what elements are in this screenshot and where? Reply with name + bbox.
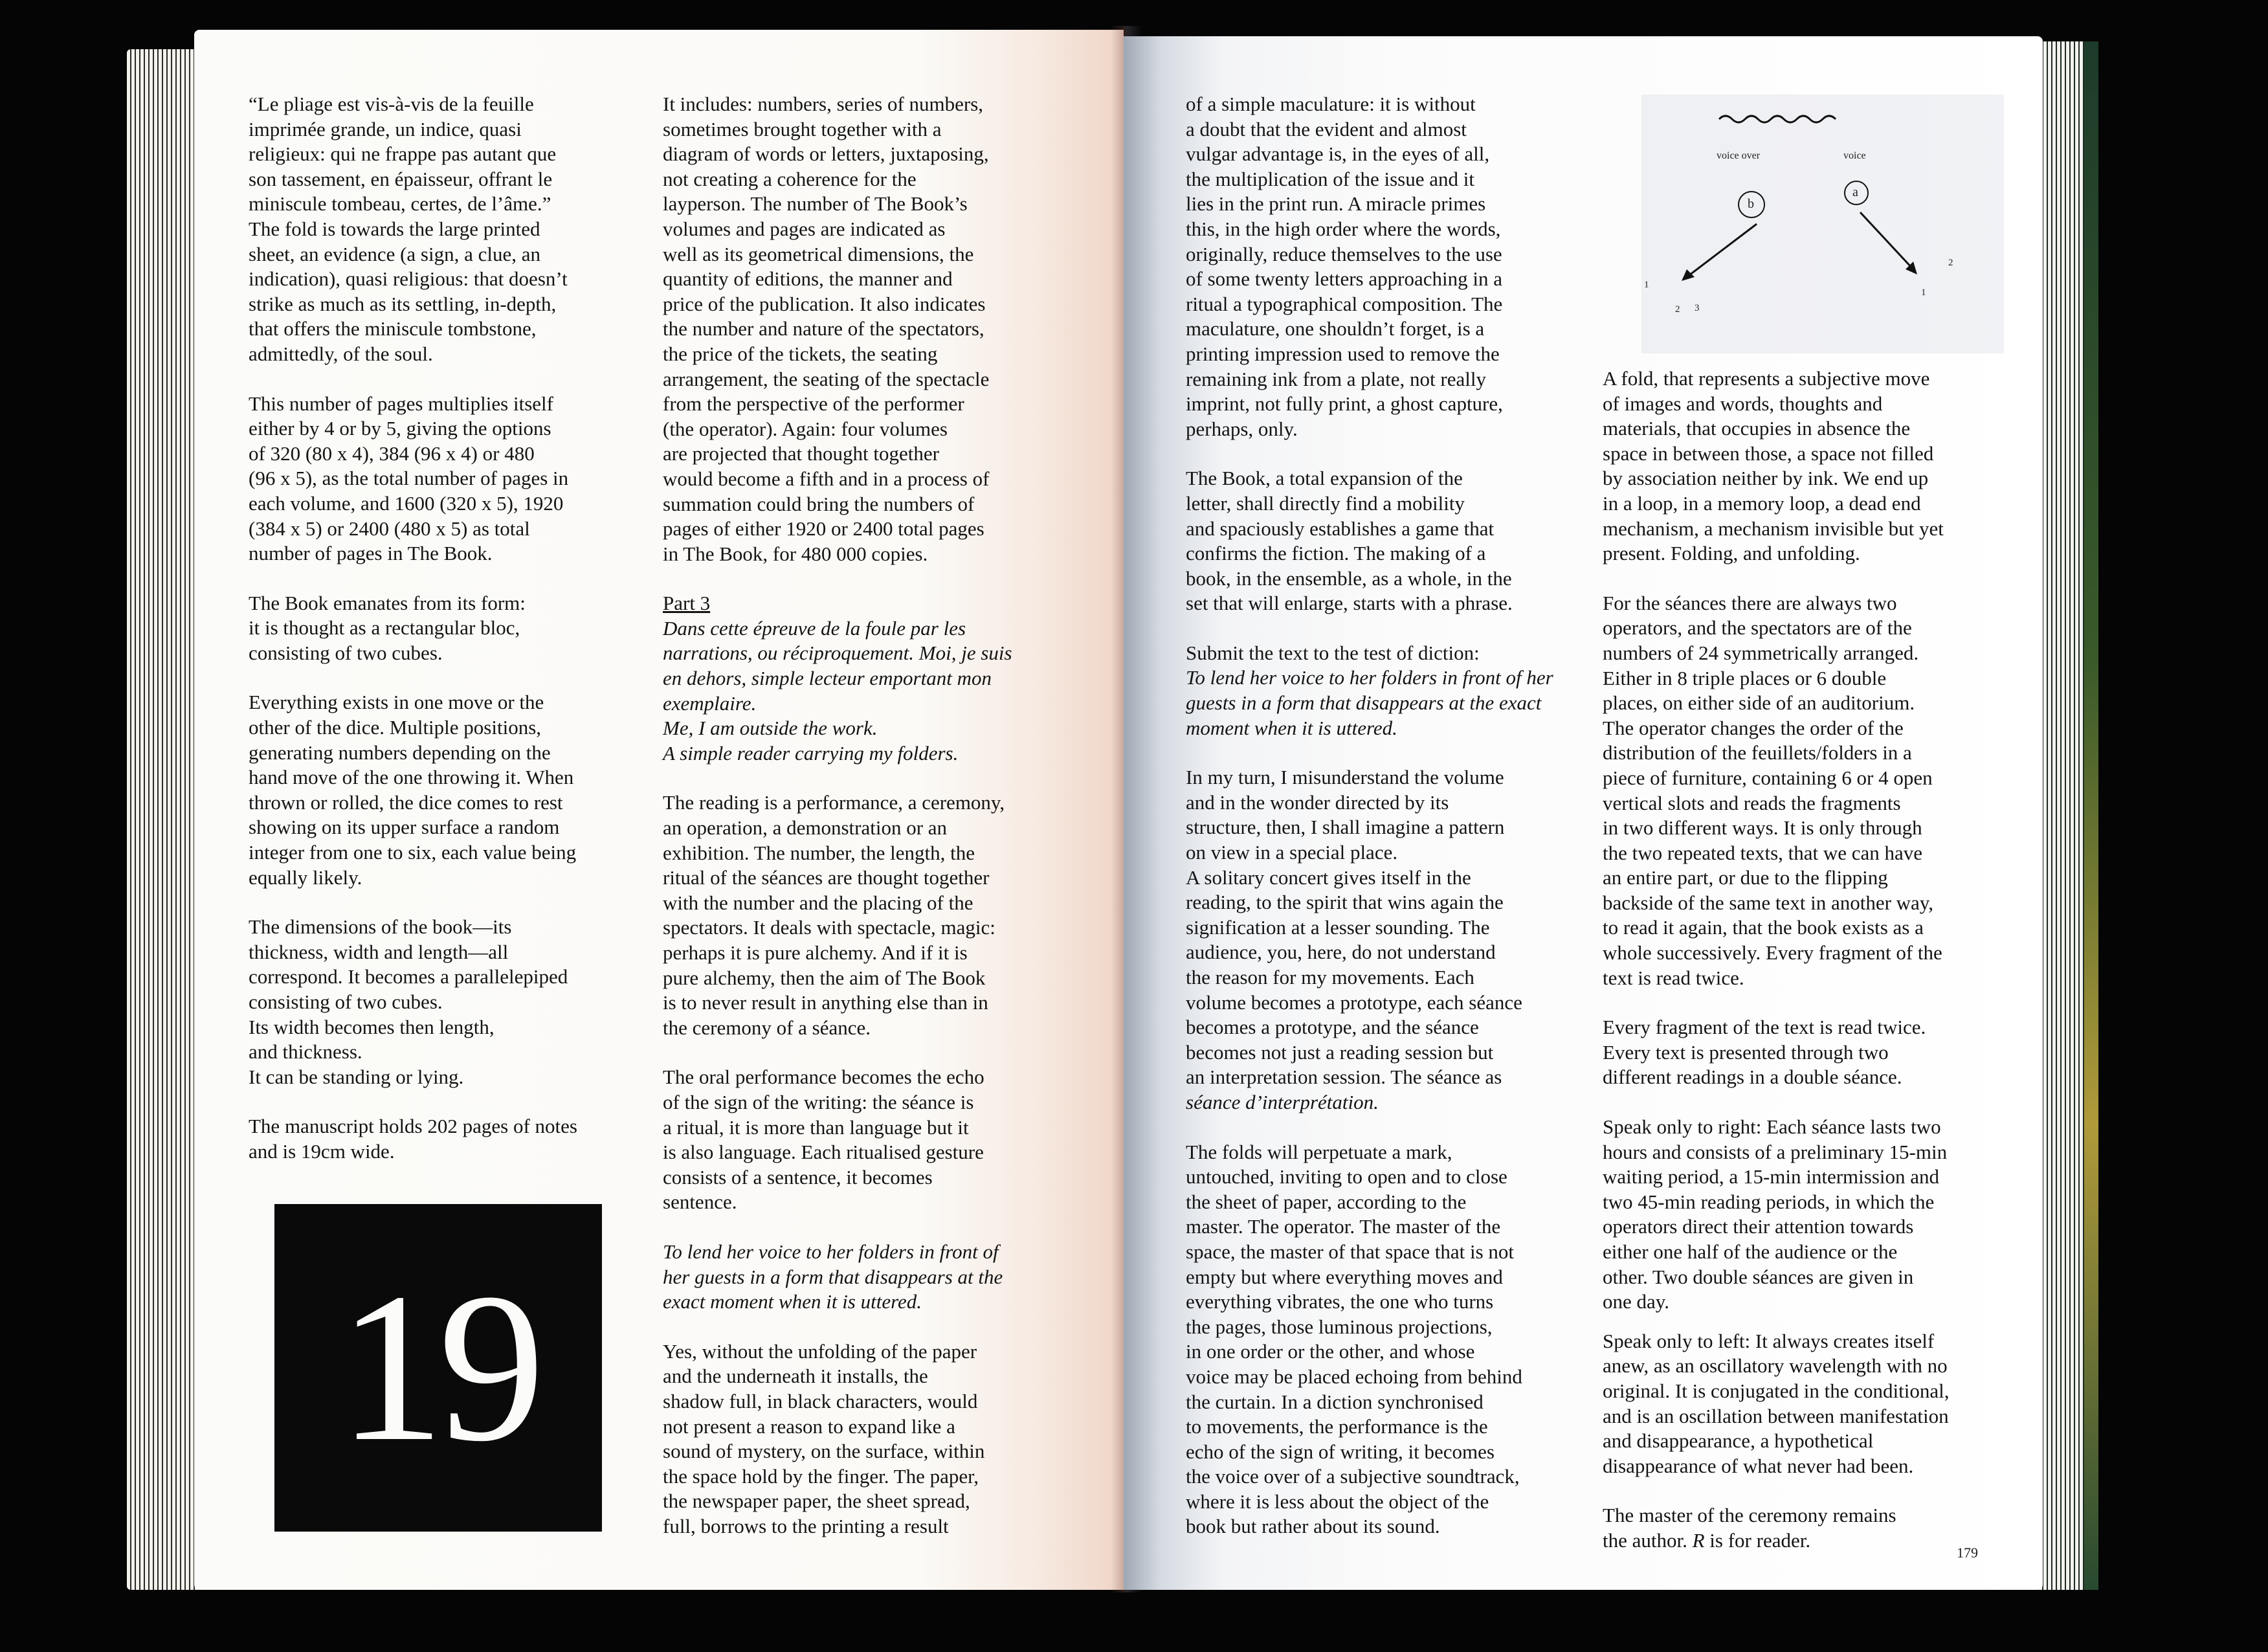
label-voice-over: voice over — [1717, 150, 1761, 161]
arrow-left-head — [1682, 269, 1695, 281]
paragraph-pages-multiply: This number of pages multiplies itself either by 4 or by 5, giving the options of 320 (80 x 4), 384 (96 x 4) or 480 (96 x 5), as the total number of pages in each volume, and 1600 (320 x 5), 1920 (384 x 5) or 2400 (480 x 5) as total number of pages in The Book. — [249, 392, 569, 565]
paragraph-quote-fold: “Le pliage est vis-à-vis de la feuille imprimée grande, un indice, quasi religieux: qui ne frappe pas autant que son tassement, en épaisseur, offrant le miniscule tombeau, certes, de l’âme.” The fold is towards the large printed sheet, an evidence (a sign, a clue, an indication), quasi religious: that doesn’t strike as much as its settling, in-depth, that offers the miniscule tombstone, admittedly, of the soul. — [249, 93, 568, 365]
paragraph-speak-right: Speak only to right: Each séance lasts two hours and consists of a preliminary 15-min waiting period, a 15-min intermission and two 45-min reading periods, in which the operators direct their attention towards either one half of the audience or the other. Two double séances are given in one day. — [1603, 1115, 1948, 1313]
paragraph-speak-left: Speak only to left: It always creates itself anew, as an oscillatory wavelength with no original. It is conjugated in the conditional, and is an oscillation between manifestation and disappearance, a hypothetical disappearance of what never had been. — [1603, 1329, 1950, 1477]
paragraph-dice: Everything exists in one move or the other of the dice. Multiple positions, generating numbers depending on the hand move of the one throwing it. When thrown or rolled, the dice comes to rest showing on its upper surface a random integer from one to six, each value being equally likely. — [249, 691, 577, 889]
right-column-2 — [1603, 366, 2017, 1578]
voice-diagram — [1603, 88, 2017, 360]
circle-b-letter: b — [1748, 197, 1754, 211]
left-number-1: 1 — [1644, 280, 1649, 290]
left-number-3: 3 — [1695, 303, 1700, 313]
paragraph-lend-voice: To lend her voice to her folders in front of her guests in a form that disappears at the exact moment when it is uttered. — [663, 1240, 1003, 1313]
right-column-1 — [1186, 92, 1574, 1564]
paragraph-fold-subjective: A fold, that represents a subjective move of images and words, thoughts and materials, that occupies in absence the space in between those, a space not filled by association neither by ink. We end up in a loop, in a memory loop, a dead end mechanism, a mechanism invisible but yet present. Folding, and unfolding. — [1603, 367, 1944, 565]
wave-line — [1719, 116, 1836, 122]
part-heading: Part 3 — [663, 592, 711, 615]
arrow-right-line — [1860, 212, 1912, 268]
right-page — [1124, 36, 2043, 1590]
paragraph-oral-performance: The oral performance becomes the echo of the sign of the writing: the séance is a ritual, it is more than language but it is also language. Each ritualised gesture consists of a sentence, it becomes sentence. — [663, 1066, 984, 1214]
left-column-2 — [663, 92, 1064, 1563]
paragraph-seances-operators: For the séances there are always two operators, and the spectators are of the numbers of 24 symmetrically arranged. Either in 8 triple places or 6 double places, on either side of an auditorium. The operator changes the order of the distribution of the feuillets/folders in a piece of furniture, containing 6 or 4 open vertical slots and reads the fragments in two different ways. It is only through the two repeated texts, that we can have an entire part, or due to the flipping backside of the same text in another way, to read it again, that the book exists as a whole successively. Every fragment of the text is read twice. — [1603, 591, 1942, 989]
right-number-2: 2 — [1948, 258, 1953, 268]
circle-a-letter: a — [1852, 185, 1858, 199]
paragraph-unfolding: Yes, without the unfolding of the paper and the underneath it installs, the shadow full, in black characters, would not present a reason to expand like a sound of mystery, on the surface, within the space hold by the finger. The paper, the newspaper paper, the sheet spread, full, borrows to the printing a result — [663, 1339, 985, 1537]
chapter-number-block — [274, 1204, 602, 1532]
paragraph-book-form: The Book emanates from its form: it is thought as a rectangular bloc, consisting of two cubes. — [249, 591, 526, 664]
label-voice: voice — [1843, 150, 1866, 161]
paragraph-reading-performance: The reading is a performance, a ceremony, an operation, a demonstration or an exhibition. The number, the length, the ritual of the séances are thought together with the number and the placing of the spectators. It deals with spectacle, magic: perhaps it is pure alchemy. And if it is pure alchemy, then the aim of The Book is to never result in anything else than in the ceremony of a séance. — [663, 791, 1005, 1039]
chapter-number: 19 — [338, 1249, 539, 1486]
paragraph-my-turn: In my turn, I misunderstand the volume and in the wonder directed by its structure, then, I shall imagine a pattern on view in a special place. A solitary concert gives itself in the reading, to the spirit that wins again the signification at a lesser sounding. The audience, you, here, do not understand the reason for my movements. Each volume becomes a prototype, each séance becomes a prototype, and the séance becomes not just a reading session but an interpretation session. The séance as séance d’interprétation. — [1186, 766, 1522, 1113]
paragraph-diction: Submit the text to the test of diction: — [1186, 641, 1480, 664]
left-column-1 — [249, 92, 637, 1189]
paragraph-dimensions: The dimensions of the book—its thickness, width and length—all correspond. It becomes a parallelepiped consisting of two cubes. Its width becomes then length, and thickness. It can be standing or lying. — [249, 915, 568, 1088]
paragraph-maculature: of a simple maculature: it is without a doubt that the evident and almost vulgar advantage is, in the eyes of all, the multiplication of the issue and it lies in the print run. A miracle primes this, in the high order where the words, originally, reduce themselves to the use of some twenty letters approaching in a ritual a typographical composition. The maculature, one shouldn’t forget, is a printing impression used to remove the remaining ink from a plate, not really imprint, not fully print, a ghost capture, perhaps, only. — [1186, 93, 1503, 440]
part-epigraph: Dans cette épreuve de la foule par les narrations, ou réciproquement. Moi, je suis en dehors, simple lecteur emportant mon exemplaire. Me, I am outside the work. A simple reader carrying my folders. — [663, 616, 1012, 765]
paragraph-manuscript: The manuscript holds 202 pages of notes and is 19cm wide. — [249, 1115, 577, 1163]
paragraph-master-ceremony: The master of the ceremony remains the author. R is for reader. — [1603, 1504, 1896, 1552]
paragraph-folds: The folds will perpetuate a mark, untouched, inviting to open and to close the sheet of paper, according to the master. The operator. The master of the space, the master of that space that is not empty but where everything moves and everything vibrates, the one who turns the pages, those luminous projections, in one order or the other, and whose voice may be placed echoing from behind the curtain. In a diction synchronised to movements, the performance is the echo of the sign of writing, it becomes the voice over of a subjective soundtrack, where it is less about the object of the book but rather about its sound. — [1186, 1140, 1522, 1538]
left-number-2: 2 — [1675, 304, 1680, 315]
paragraph-read-twice: Every fragment of the text is read twice. Every text is presented through two different readings in a double séance. — [1603, 1016, 1926, 1089]
diagram-drawing — [1603, 88, 2017, 360]
left-page — [194, 30, 1124, 1590]
page-number: 179 — [1957, 1545, 1978, 1561]
left-page-stack — [127, 49, 202, 1590]
paragraph-includes: It includes: numbers, series of numbers, sometimes brought together with a diagram of words or letters, juxtaposing, not creating a coherence for the layperson. The number of The Book’s volumes and pages are indicated as well as its geometrical dimensions, the quantity of editions, the manner and price of the publication. It also indicates the number and nature of the spectators, the price of the tickets, the seating arrangement, the seating of the spectacle from the perspective of the performer (the operator). Again: four volumes are projected that thought together would become a fifth and in a process of summation could bring the numbers of pages of either 1920 or 2400 total pages in The Book, for 480 000 copies. — [663, 93, 990, 565]
paragraph-total-expansion: The Book, a total expansion of the letter, shall directly find a mobility and spaciously establishes a game that confirms the fiction. The making of a book, in the ensemble, as a whole, in the set that will enlarge, starts with a phrase. — [1186, 467, 1513, 615]
arrow-left-line — [1687, 224, 1757, 277]
paragraph-diction-italic: To lend her voice to her folders in front of her guests in a form that disappears at the exact moment when it is uttered. — [1186, 666, 1553, 739]
right-page-stack — [2039, 41, 2098, 1590]
right-number-1: 1 — [1921, 287, 1926, 298]
